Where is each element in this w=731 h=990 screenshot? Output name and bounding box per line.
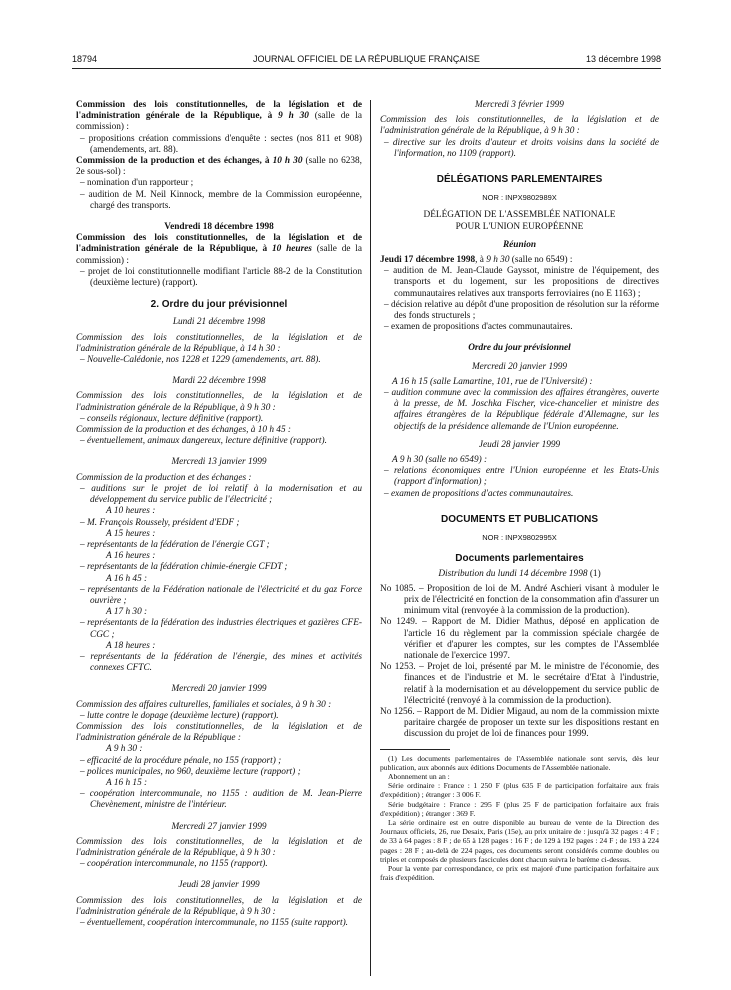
- time-slot: A 16 h 15 :: [106, 777, 148, 788]
- commission-text: Commission de la production et des échanges, à 10 h 45 :: [76, 425, 292, 436]
- day-heading: Mercredi 13 janvier 1999: [171, 457, 267, 468]
- commission-text: Commission des lois constitutionnelles, de la législation et de l'administration générale de la République, à 9 h 30 :: [76, 895, 362, 917]
- right-column: [380, 100, 659, 882]
- time-slot: A 15 heures :: [106, 528, 156, 539]
- commission-text: Commission de la production et des échanges :: [76, 472, 252, 483]
- day-heading: Mercredi 27 janvier 1999: [171, 821, 267, 832]
- issue-date: 13 décembre 1998: [585, 54, 661, 64]
- document-entry: No 1249. – Rapport de M. Didier Mathus, déposé en application de l'article 16 du règlement par la commission spéciale chargée de vérifier et d'apurer les comptes, sur les comptes de l'Assemblée nationale de l'exercice 1997.: [380, 617, 659, 661]
- day-heading: Lundi 21 décembre 1998: [172, 317, 266, 328]
- time-slot: A 17 h 30 :: [106, 607, 148, 618]
- agenda-item: – éventuellement, coopération intercommunale, no 1155 (suite rapport).: [80, 918, 349, 928]
- day-heading: Jeudi 28 janvier 1999: [178, 880, 260, 891]
- journal-title: JOURNAL OFFICIEL DE LA RÉPUBLIQUE FRANÇAISE: [253, 54, 480, 64]
- agenda-item: – représentants de la Fédération nationale de l'électricité et du gaz Force ouvrière ;: [80, 584, 362, 606]
- subsection-heading: Réunion: [502, 239, 537, 250]
- commission-text: Commission des lois constitutionnelles, de la législation et de l'administration générale de la République, à 14 h 30 :: [76, 332, 362, 354]
- commission-heading: Commission des lois constitutionnelles, de la législation et de l'administration générale de la République, à 10 heures (salle de la commission) :: [76, 233, 362, 266]
- agenda-item: – lutte contre le dopage (deuxième lecture) (rapport).: [80, 710, 279, 721]
- section-title: DÉLÉGATIONS PARLEMENTAIRES: [436, 174, 603, 186]
- footnote-text: La série ordinaire est en outre disponible au bureau de vente de la Direction des Journaux officiels, 26, rue Desaix, Paris (15e), au prix unitaire de : jusqu'à 32 pages : 4 F ; de 33 à 64 pages : 8 F ; de 65 à 128 pages : 16 F ; de 129 à 192 pages : 24 F ; de 193 à 224 pages : 28 F ; au-delà de 224 pages, ces documents seront considérés comme doubles ou triples et composés de plusieurs fascicules dont chacun suivra le barème ci-dessus.: [380, 817, 659, 864]
- header-rule: [72, 68, 661, 69]
- agenda-item: – polices municipales, no 960, deuxième lecture (rapport) ;: [80, 766, 301, 777]
- agenda-item: – représentants de la fédération chimie-énergie CFDT ;: [80, 562, 288, 573]
- agenda-item: – coopération intercommunale, no 1155 (rapport).: [80, 859, 268, 870]
- distribution-heading: Distribution du lundi 14 décembre 1998 (1): [438, 568, 601, 579]
- day-heading: Mercredi 20 janvier 1999: [471, 361, 568, 372]
- agenda-item: – décision relative au dépôt d'une proposition de résolution sur la réforme des fonds structurels ;: [384, 299, 659, 322]
- time-slot: A 18 heures :: [106, 640, 156, 651]
- footnote-text: Série budgétaire : France : 295 F (plus 25 F de participation forfaitaire aux frais d'expédition) ; étranger : 369 F.: [380, 799, 659, 818]
- commission-text: Commission des lois constitutionnelles, de la législation et de l'administration générale de la République, à 9 h 30 :: [380, 115, 659, 137]
- footnote-text: (1) Les documents parlementaires de l'Assemblée nationale sont servis, dès leur publication, aux abonnés aux éditions Documents de l'Assemblée nationale.: [380, 753, 659, 772]
- page-number: 18794: [72, 54, 98, 64]
- agenda-item: – efficacité de la procédure pénale, no 155 (rapport) ;: [80, 755, 282, 766]
- agenda-item: – représentants de la fédération des industries électriques et gazières CFE-CGC ;: [80, 618, 362, 640]
- commission-text: Commission des lois constitutionnelles, de la législation et de l'administration générale de la République, à 9 h 30 :: [76, 391, 362, 413]
- subsection-heading: Ordre du jour prévisionnel: [468, 343, 571, 354]
- meeting-heading: Jeudi 17 décembre 1998, à 9 h 30 (salle no 6549) :: [380, 255, 573, 266]
- section-title: 2. Ordre du jour prévisionnel: [150, 299, 288, 311]
- nor-reference: NOR : INPX9802995X: [482, 533, 557, 543]
- column-divider: [370, 100, 371, 976]
- time-slot: A 16 heures :: [106, 551, 156, 562]
- time-slot: A 10 heures :: [106, 506, 156, 517]
- day-heading: Mardi 22 décembre 1998: [172, 376, 266, 387]
- page-header: [72, 54, 661, 68]
- day-heading: Jeudi 28 janvier 1999: [478, 439, 561, 450]
- document-entry: No 1256. – Rapport de M. Didier Migaud, au nom de la commission mixte paritaire chargée de proposer un texte sur les dispositions restant en discussion du projet de loi de finances pour 1999.: [380, 706, 659, 740]
- commission-text: A 16 h 15 (salle Lamartine, 101, rue de l'Université) :: [392, 376, 593, 387]
- delegation-name: DÉLÉGATION DE L'ASSEMBLÉE NATIONALE POUR L'UNION EUROPÉENNE: [423, 210, 616, 232]
- time-slot: A 9 h 30 :: [106, 744, 143, 755]
- agenda-item: – Nouvelle-Calédonie, nos 1228 et 1229 (amendements, art. 88).: [80, 355, 321, 366]
- commission-heading: Commission de la production et des échanges, à 10 h 30 (salle no 6238, 2e sous-sol) :: [76, 156, 362, 178]
- day-heading: Mercredi 20 janvier 1999: [171, 684, 267, 695]
- agenda-item: – relations économiques entre l'Union européenne et les Etats-Unis (rapport d'information) ;: [384, 466, 659, 488]
- agenda-item: – éventuellement, animaux dangereux, lecture définitive (rapport).: [80, 436, 327, 447]
- agenda-item: – examen de propositions d'actes communautaires.: [384, 488, 574, 499]
- commission-text: Commission des lois constitutionnelles, de la législation et de l'administration générale de la République :: [76, 721, 362, 744]
- footnote: [380, 754, 659, 883]
- agenda-item: – auditions sur le projet de loi relatif à la modernisation et au développement du service public de l'électricité ;: [80, 483, 362, 506]
- agenda-item: – M. François Roussely, président d'EDF ;: [80, 517, 240, 528]
- agenda-item: – projet de loi constitutionnelle modifiant l'article 88-2 de la Constitution (deuxième lecture) (rapport).: [80, 266, 362, 289]
- agenda-item: – audition commune avec la commission des affaires étrangères, ouverte à la presse, de M. Joschka Fischer, vice-chancelier et ministre des affaires étrangères de la République fédérale d'Allemagne, sur les objectifs de la présidence allemande de l'Union européenne.: [384, 388, 659, 432]
- left-column: [76, 100, 362, 929]
- agenda-item: – directive sur les droits d'auteur et droits voisins dans la société de l'information, no 1109 (rapport).: [384, 137, 659, 159]
- agenda-item: – représentants de la fédération de l'énergie CGT ;: [80, 539, 270, 550]
- agenda-item: – représentants de la fédération de l'énergie, des mines et activités connexes CFTC.: [80, 651, 362, 674]
- subsection-heading: Documents parlementaires: [455, 553, 584, 565]
- commission-text: A 9 h 30 (salle no 6549) :: [392, 455, 488, 466]
- document-entry: No 1085. – Proposition de loi de M. André Aschieri visant à moduler le prix de l'électricité en fonction de la consommation afin d'assurer un minimum vital (renvoyée à la commission de la production).: [380, 583, 660, 617]
- section-title: DOCUMENTS ET PUBLICATIONS: [440, 513, 599, 525]
- agenda-item: – conseils régionaux, lecture définitive (rapport).: [80, 413, 264, 424]
- agenda-item: – audition de M. Jean-Claude Gayssot, ministre de l'équipement, des transports et du logement, sur les propositions de directives communautaires relatives aux transports ferroviaires (no E 1163) ;: [384, 266, 659, 299]
- commission-text: Commission des lois constitutionnelles, de la législation et de l'administration générale de la République, à 9 h 30 :: [76, 836, 362, 858]
- footnote-text: Pour la vente par correspondance, ce prix est majoré d'une participation forfaitaire aux frais d'expédition.: [380, 863, 659, 883]
- footnote-text: Abonnement un an :: [388, 771, 450, 781]
- agenda-item: – examen de propositions d'actes communautaires.: [384, 322, 573, 333]
- nor-reference: NOR : INPX9802989X: [482, 193, 557, 203]
- commission-text: Commission des affaires culturelles, familiales et sociales, à 9 h 30 :: [76, 699, 332, 710]
- document-entry: No 1253. – Projet de loi, présenté par M. le ministre de l'économie, des finances et de l'industrie et M. le secrétaire d'Etat à l'industrie, relatif à la modernisation et au développement du service public de l'électricité (renvoyé à la commission de la production).: [380, 662, 659, 706]
- footnote-text: Série ordinaire : France : 1 250 F (plus 635 F de participation forfaitaire aux frais d'expédition) ; étranger : 3 006 F.: [380, 781, 659, 800]
- agenda-item: – nomination d'un rapporteur ;: [80, 178, 194, 189]
- agenda-item: – coopération intercommunale, no 1155 : audition de M. Jean-Pierre Chevènement, ministre de l'intérieur.: [80, 789, 362, 811]
- footnote-rule: [380, 749, 450, 750]
- agenda-item: – audition de M. Neil Kinnock, membre de la Commission européenne, chargé des transports.: [80, 189, 362, 211]
- commission-heading: Commission des lois constitutionnelles, de la législation et de l'administration générale de la République, à 9 h 30 (salle de la commission) :: [76, 100, 363, 133]
- time-slot: A 16 h 45 :: [106, 573, 148, 584]
- day-heading: Mercredi 3 février 1999: [475, 100, 564, 110]
- day-heading: Vendredi 18 décembre 1998: [164, 222, 274, 233]
- agenda-item: – propositions création commissions d'enquête : sectes (nos 811 et 908) (amendements, art. 88).: [80, 133, 362, 155]
